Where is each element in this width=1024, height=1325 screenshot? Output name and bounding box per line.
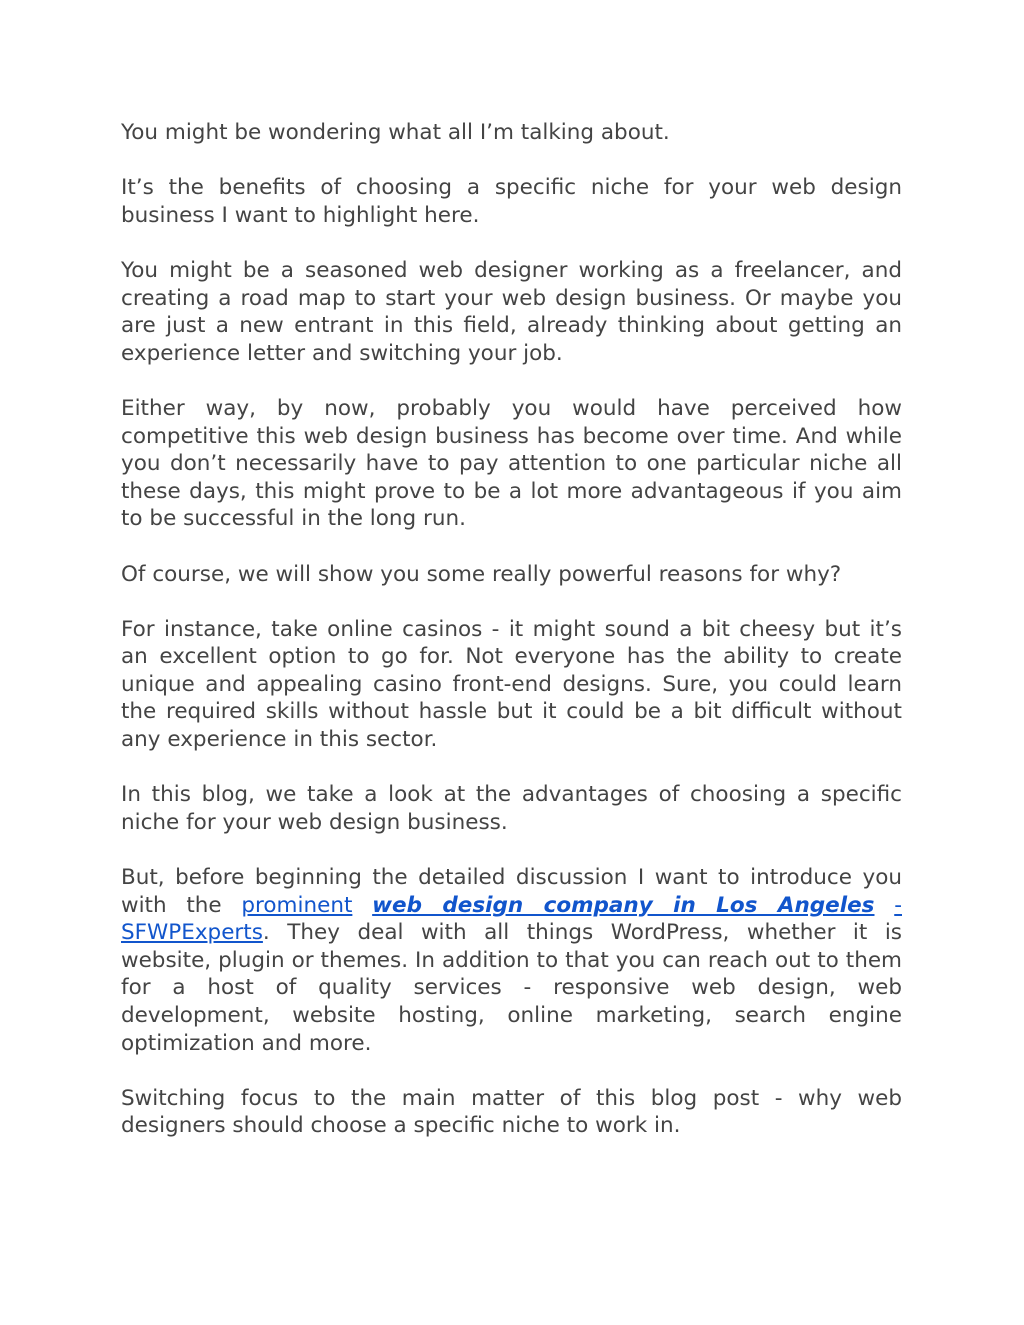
paragraph-2: It’s the benefits of choosing a specific niche for your web design business I want to highlight here. (121, 175, 902, 228)
paragraph-5: Of course, we will show you some really powerful reasons for why? (121, 561, 842, 587)
paragraph-3: You might be a seasoned web designer working as a freelancer, and creating a road map to start your web design business. Or maybe you are just a new entrant in this field, already thinking about getting an experience letter and switching your job. (121, 257, 902, 366)
link-prominent[interactable]: prominent (241, 892, 353, 918)
paragraph-6: For instance, take online casinos - it might sound a bit cheesy but it’s an excellent option to go for. Not everyone has the ability to create unique and appealing casino front-end designs. Sure, you could learn the required skills without hassle but it could be a bit difficult without any experience in this sector. (121, 616, 902, 753)
paragraph-7: In this blog, we take a look at the advantages of choosing a specific niche for your web design business. (121, 782, 902, 835)
paragraph-4: Either way, by now, probably you would have perceived how competitive this web design business has become over time. And while you don’t necessarily have to pay attention to one particular niche all these days, this might prove to be a lot more advantageous if you aim to be successful in the long run. (121, 395, 902, 532)
link-web-design-company[interactable]: web design company in Los Angeles (372, 892, 875, 918)
paragraph-1: You might be wondering what all I’m talking about. (121, 120, 670, 145)
intro-text-after: . They deal with all things WordPress, whether it is website, plugin or themes. In addition to that you can reach out to them for a host of quality services - responsive web design, web development, website hosting, online marketing, search engine optimization and more. (121, 920, 902, 1056)
document-page (121, 119, 902, 1168)
link-sfwpexperts[interactable]: SFWPExperts (121, 920, 263, 946)
link-dash[interactable]: - (894, 892, 902, 918)
paragraph-intro (121, 864, 902, 1057)
paragraph-closing: Switching focus to the main matter of this blog post - why web designers should choose a specific niche to work in. (121, 1085, 902, 1139)
intro-text-before: But, before beginning the detailed discussion I want to introduce you with the (121, 865, 902, 918)
